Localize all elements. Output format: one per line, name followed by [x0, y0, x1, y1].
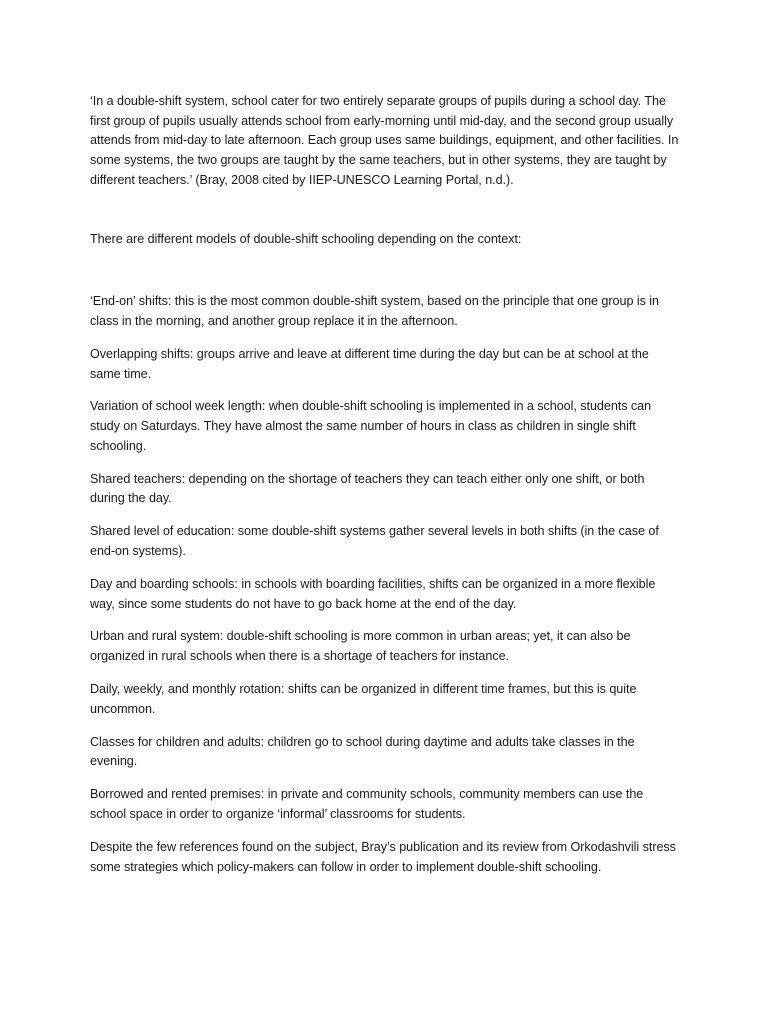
model-shared-level-of-education: Shared level of education: some double-shift systems gather several levels in both shifts (in the case of end-on systems).	[90, 524, 659, 558]
model-children-and-adults: Classes for children and adults: children go to school during daytime and adults take classes in the evening.	[90, 734, 635, 769]
intro-paragraph: ‘In a double-shift system, school cater for two entirely separate groups of pupils during a school day. The first group of pupils usually attends school from early-morning until mid-day, and the second group usually attends from mid-day to late afternoon. Each group uses same buildings, equipment, and other facilities. In some systems, the two groups are taught by the same teachers, but in other systems, they are taught by different teachers.’ (Bray, 2008 cited by IIEP-UNESCO Learning Portal, n.d.).	[90, 94, 679, 187]
document-body	[90, 92, 680, 877]
model-borrowed-and-rented-premises: Borrowed and rented premises: in private and community schools, community members can use the school space in order to organize ‘informal’ classrooms for students.	[90, 787, 644, 821]
model-shared-teachers: Shared teachers: depending on the shortage of teachers they can teach either only one shift, or both during the day.	[90, 471, 645, 506]
model-end-on-shifts: ‘End-on’ shifts: this is the most common double-shift system, based on the principle that one group is in class in the morning, and another group replace it in the afternoon.	[90, 294, 659, 328]
model-rotation: Daily, weekly, and monthly rotation: shifts can be organized in different time frames, but this is quite uncommon.	[90, 682, 637, 716]
model-school-week-length: Variation of school week length: when double-shift schooling is implemented in a school, students can study on Saturdays. They have almost the same number of hours in class as children in single shift schooling.	[90, 399, 652, 453]
models-intro-paragraph: There are different models of double-shift schooling depending on the context:	[90, 231, 522, 246]
conclusion-paragraph: Despite the few references found on the subject, Bray’s publication and its review from Orkodashvili stress some strategies which policy-makers can follow in order to implement double-shift schooling.	[90, 839, 676, 874]
model-urban-and-rural-system: Urban and rural system: double-shift schooling is more common in urban areas; yet, it can also be organized in rural schools when there is a shortage of teachers for instance.	[90, 629, 631, 664]
model-overlapping-shifts: Overlapping shifts: groups arrive and leave at different time during the day but can be at school at the same time.	[90, 346, 649, 381]
model-day-and-boarding-schools: Day and boarding schools: in schools with boarding facilities, shifts can be organized in a more flexible way, since some students do not have to go back home at the end of the day.	[90, 576, 656, 611]
